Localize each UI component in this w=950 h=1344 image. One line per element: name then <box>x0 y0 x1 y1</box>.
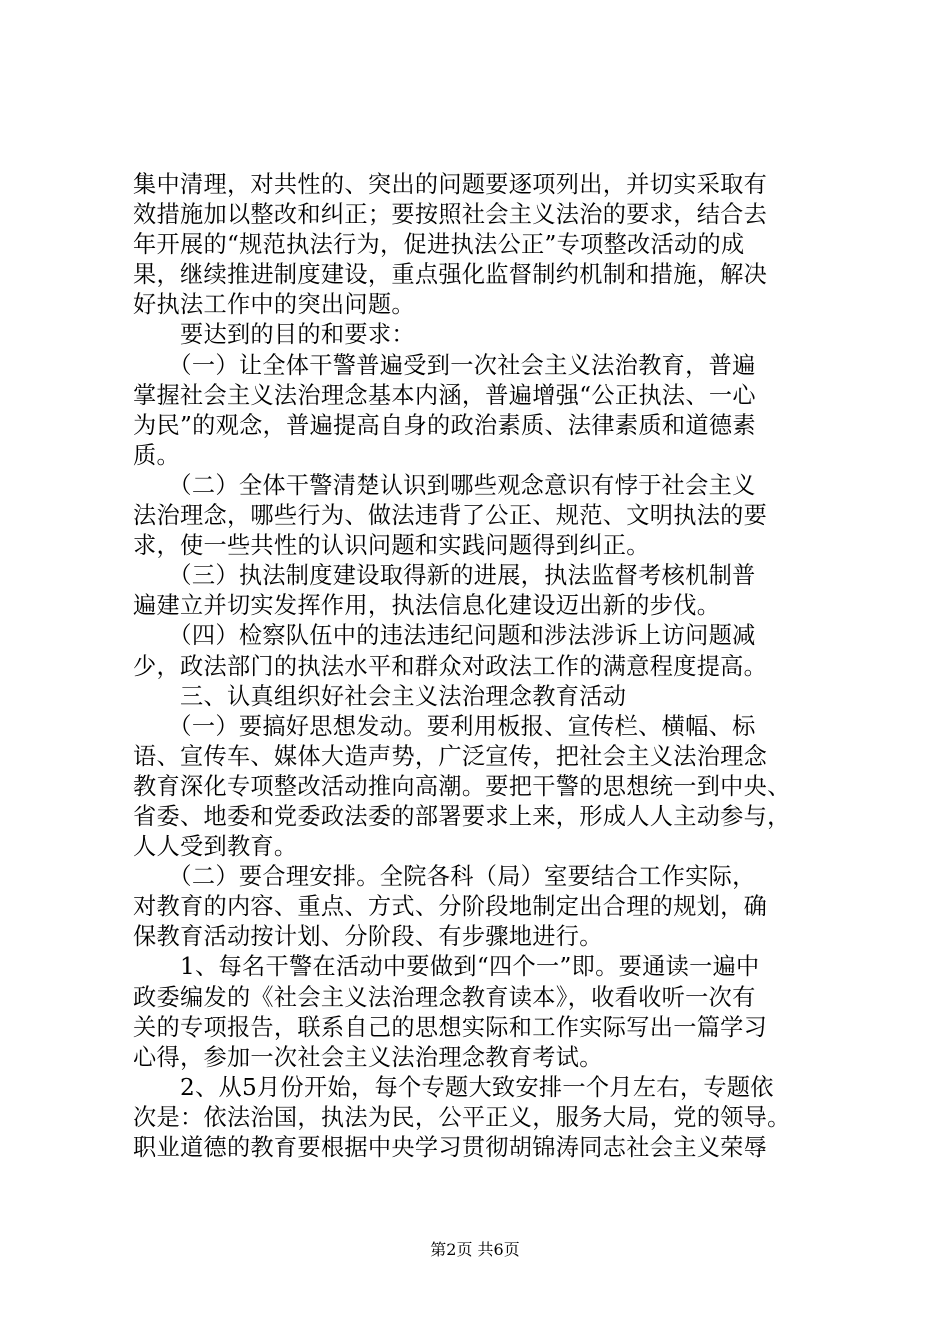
page-footer: 第2页 共6页 <box>430 1240 520 1259</box>
text-line: （一）让全体干警普遍受到一次社会主义法治教育，普遍 <box>133 351 756 379</box>
text-line: 关的专项报告，联系自己的思想实际和工作实际写出一篇学习 <box>133 1013 768 1041</box>
text-line: 政委编发的《社会主义法治理念教育读本》，收看收听一次有 <box>133 983 756 1011</box>
text-line: 对教育的内容、重点、方式、分阶段地制定出合理的规划，确 <box>133 893 768 921</box>
text-line: 教育深化专项整改活动推向高潮。要把干警的思想统一到中央、 <box>133 772 791 800</box>
text-line: （四）检察队伍中的违法违纪问题和涉法涉诉上访问题减 <box>133 622 756 650</box>
text-line: 果，继续推进制度建设，重点强化监督制约机制和措施，解决 <box>133 261 768 289</box>
text-line: 好执法工作中的突出问题。 <box>133 291 415 319</box>
document-body <box>133 170 833 1163</box>
text-line: 次是：依法治国，执法为民，公平正义，服务大局，党的领导。 <box>133 1103 791 1131</box>
text-line: （三）执法制度建设取得新的进展，执法监督考核机制普 <box>133 562 756 590</box>
text-line: 保教育活动按计划、分阶段、有步骤地进行。 <box>133 923 603 951</box>
text-line: 省委、地委和党委政法委的部署要求上来，形成人人主动参与， <box>133 802 791 830</box>
text-line: 2、从5月份开始，每个专题大致安排一个月左右，专题依 <box>133 1073 774 1101</box>
text-line: 语、宣传车、媒体大造声势，广泛宣传，把社会主义法治理念 <box>133 742 768 770</box>
text-line: 1、每名干警在活动中要做到“四个一”即。要通读一遍中 <box>133 953 760 981</box>
text-line: （二）要合理安排。全院各科（局）室要结合工作实际， <box>133 863 756 891</box>
text-line: （一）要搞好思想发动。要利用板报、宣传栏、横幅、标 <box>133 712 756 740</box>
text-line: 质。 <box>133 441 180 469</box>
text-line: 为民”的观念，普遍提高自身的政治素质、法律素质和道德素 <box>133 411 756 439</box>
text-line: 人人受到教育。 <box>133 833 298 861</box>
text-line: 遍建立并切实发挥作用，执法信息化建设迈出新的步伐。 <box>133 592 721 620</box>
text-line: 职业道德的教育要根据中央学习贯彻胡锦涛同志社会主义荣辱 <box>133 1134 768 1161</box>
text-line: 求，使一些共性的认识问题和实践问题得到纠正。 <box>133 532 650 560</box>
text-line: 掌握社会主义法治理念基本内涵，普遍增强“公正执法、一心 <box>133 381 756 409</box>
text-line: 心得，参加一次社会主义法治理念教育考试。 <box>133 1043 603 1071</box>
text-line: 集中清理，对共性的、突出的问题要逐项列出，并切实采取有 <box>133 171 768 198</box>
text-line: 要达到的目的和要求： <box>133 321 415 349</box>
text-line: 年开展的“规范执法行为，促进执法公正”专项整改活动的成 <box>133 231 745 259</box>
text-line: （二）全体干警清楚认识到哪些观念意识有悖于社会主义 <box>133 471 756 499</box>
text-line: 三、认真组织好社会主义法治理念教育活动 <box>133 682 627 710</box>
text-line: 效措施加以整改和纠正；要按照社会主义法治的要求，结合去 <box>133 201 768 229</box>
text-line: 少，政法部门的执法水平和群众对政法工作的满意程度提高。 <box>133 652 768 680</box>
text-line: 法治理念，哪些行为、做法违背了公正、规范、文明执法的要 <box>133 502 768 530</box>
